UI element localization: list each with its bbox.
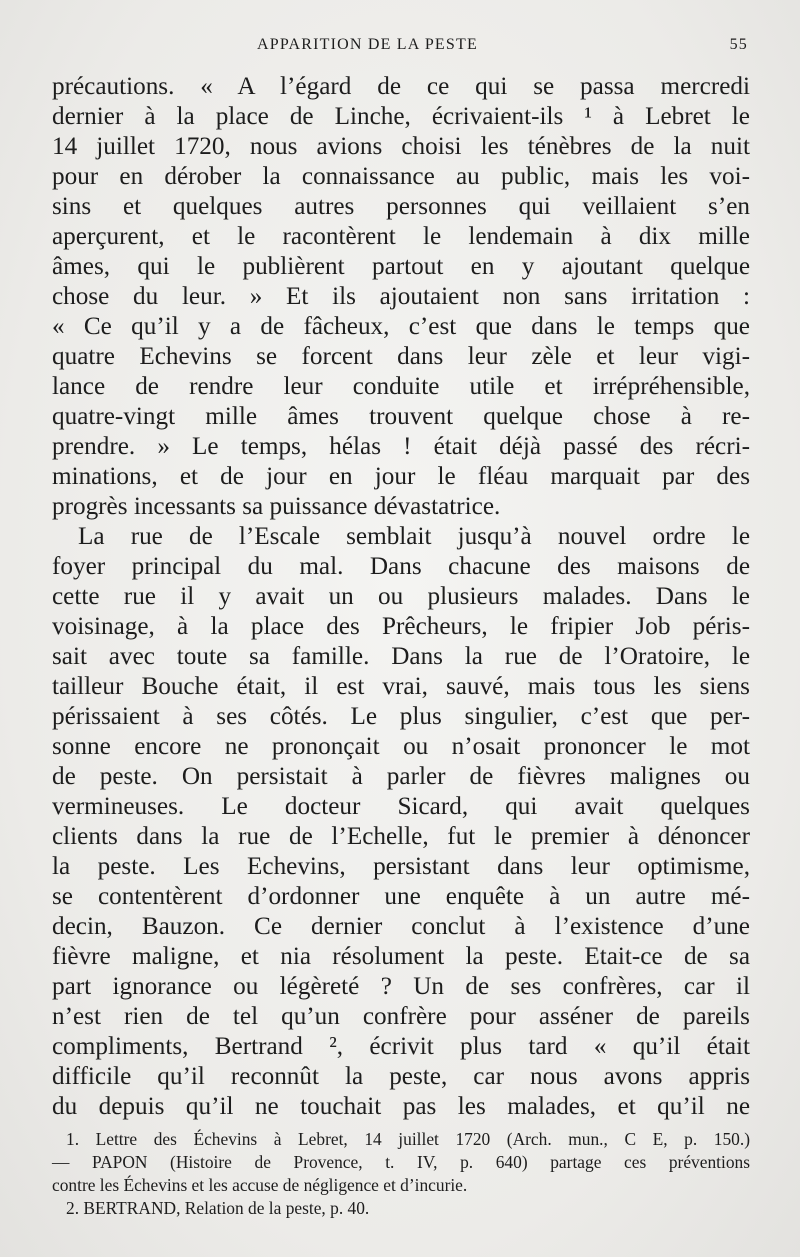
text-line: de peste. On persistait à parler de fièvres malignes ou	[52, 763, 750, 790]
page-header	[52, 36, 748, 58]
text-line: quatre Echevins se forcent dans leur zèle et leur vigi-	[52, 343, 750, 370]
text-line: voisinage, à la place des Prêcheurs, le fripier Job péris-	[52, 613, 750, 640]
text-line: minations, et de jour en jour le fléau marquait par des	[52, 463, 750, 490]
text-line: quatre-vingt mille âmes trouvent quelque chose à re-	[52, 403, 750, 430]
text-line: précautions. « A l’égard de ce qui se passa mercredi	[52, 73, 750, 100]
text-line: decin, Bauzon. Ce dernier conclut à l’existence d’une	[52, 913, 750, 940]
text-line: chose du leur. » Et ils ajoutaient non sans irritation :	[52, 283, 750, 310]
text-line: périssaient à ses côtés. Le plus singulier, c’est que per-	[52, 703, 750, 730]
text-line: âmes, qui le publièrent partout en y ajoutant quelque	[52, 253, 750, 280]
text-line: lance de rendre leur conduite utile et irrépréhensible,	[52, 373, 750, 400]
footnote-line: 2. BERTRAND, Relation de la peste, p. 40.	[66, 1198, 370, 1218]
text-line: sait avec toute sa famille. Dans la rue de l’Oratoire, le	[52, 643, 750, 670]
text-line: se contentèrent d’ordonner une enquête à un autre mé-	[52, 883, 750, 910]
running-head: APPARITION DE LA PESTE	[257, 36, 478, 53]
text-line: cette rue il y avait un ou plusieurs malades. Dans le	[52, 583, 750, 610]
text-line: sins et quelques autres personnes qui veillaient s’en	[52, 193, 750, 220]
text-line: la peste. Les Echevins, persistant dans leur optimisme,	[52, 853, 750, 880]
page-number: 55	[729, 36, 748, 53]
text-line: tailleur Bouche était, il est vrai, sauvé, mais tous les siens	[52, 673, 750, 700]
text-line: n’est rien de tel qu’un confrère pour asséner de pareils	[52, 1003, 750, 1030]
text-line: pour en dérober la connaissance au public, mais les voi-	[52, 163, 750, 190]
text-line: fièvre maligne, et nia résolument la peste. Etait-ce de sa	[52, 943, 750, 970]
text-line: La rue de l’Escale semblait jusqu’à nouvel ordre le	[78, 523, 750, 550]
text-line: clients dans la rue de l’Echelle, fut le premier à dénoncer	[52, 823, 750, 850]
text-line: 14 juillet 1720, nous avions choisi les ténèbres de la nuit	[52, 133, 750, 160]
text-line: part ignorance ou légèreté ? Un de ses confrères, car il	[52, 973, 750, 1000]
footnote-line: 1. Lettre des Échevins à Lebret, 14 juillet 1720 (Arch. mun., C E, p. 150.)	[66, 1129, 750, 1149]
text-line: compliments, Bertrand ², écrivit plus tard « qu’il était	[52, 1033, 750, 1060]
text-line: prendre. » Le temps, hélas ! était déjà passé des récri-	[52, 433, 750, 460]
footnote-line: — PAPON (Histoire de Provence, t. IV, p. 640) partage ces préventions	[52, 1152, 750, 1172]
footnotes	[52, 1128, 750, 1220]
text-line: difficile qu’il reconnût la peste, car nous avons appris	[52, 1063, 750, 1090]
text-line: vermineuses. Le docteur Sicard, qui avait quelques	[52, 793, 750, 820]
text-line: dernier à la place de Linche, écrivaient-ils ¹ à Lebret le	[52, 103, 750, 130]
body-text	[52, 72, 750, 1122]
text-line: « Ce qu’il y a de fâcheux, c’est que dans le temps que	[52, 313, 750, 340]
text-line: aperçurent, et le racontèrent le lendemain à dix mille	[52, 223, 750, 250]
text-line: progrès incessants sa puissance dévastatrice.	[52, 493, 501, 520]
footnote-line: contre les Échevins et les accuse de négligence et d’incurie.	[52, 1175, 468, 1195]
text-line: foyer principal du mal. Dans chacune des maisons de	[52, 553, 750, 580]
text-line: du depuis qu’il ne touchait pas les malades, et qu’il ne	[52, 1093, 750, 1120]
text-line: sonne encore ne prononçait ou n’osait prononcer le mot	[52, 733, 750, 760]
